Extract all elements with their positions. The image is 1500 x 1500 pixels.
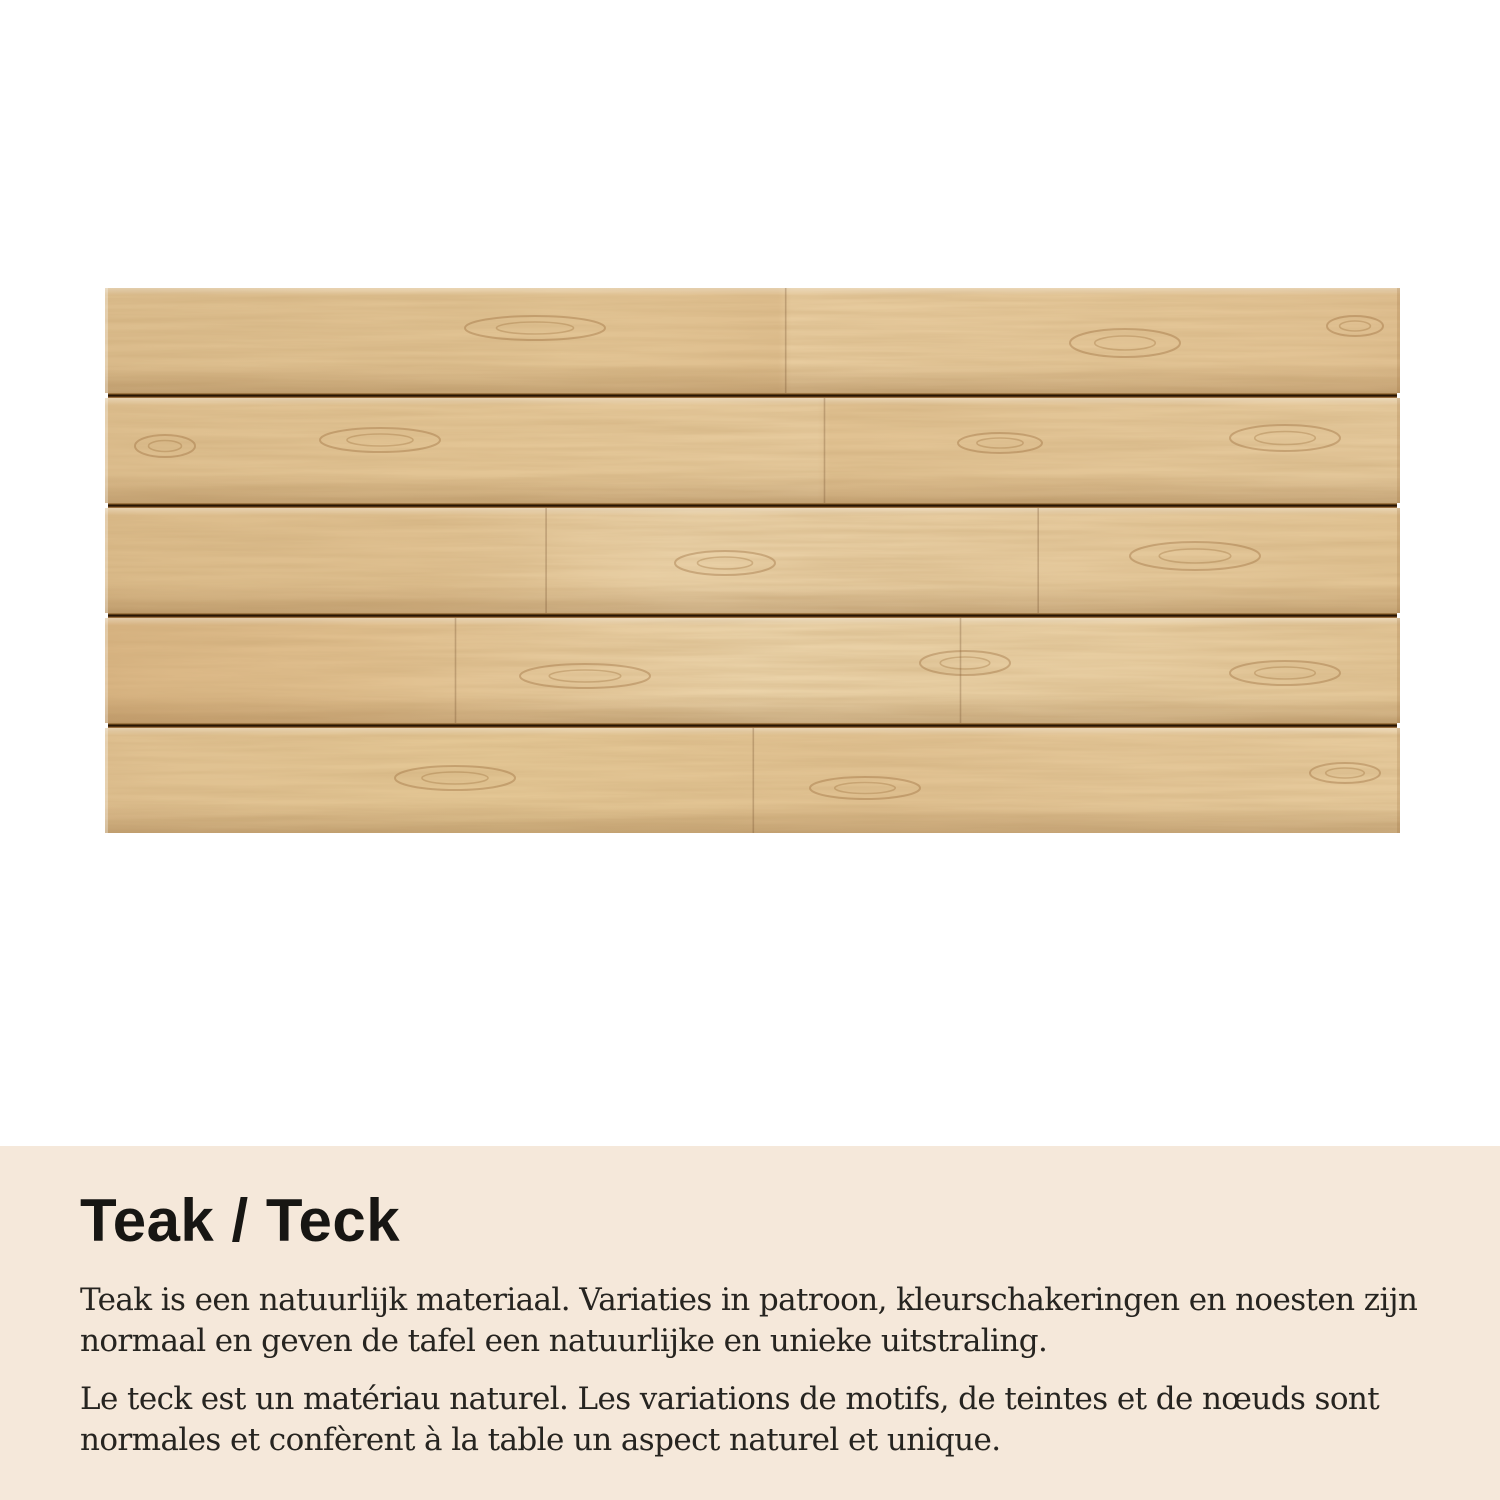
wood-plank <box>105 618 1400 723</box>
wood-plank <box>105 508 1400 613</box>
material-info-panel <box>0 1146 1500 1500</box>
description-fr-line-2: normales et confèrent à la table un aspect naturel et unique. <box>80 1422 1001 1458</box>
product-image-teak-tabletop <box>105 288 1400 833</box>
wood-plank <box>105 398 1400 503</box>
material-title: Teak / Teck <box>80 1187 401 1254</box>
description-nl-line-1: Teak is een natuurlijk materiaal. Variaties in patroon, kleurschakeringen en noesten zijn <box>80 1282 1418 1318</box>
material-description-nl <box>80 1280 1420 1362</box>
description-fr-line-1: Le teck est un matériau naturel. Les variations de motifs, de teintes et de nœuds sont <box>80 1381 1380 1417</box>
wood-plank <box>105 728 1400 833</box>
wood-plank <box>105 288 1400 393</box>
description-nl-line-2: normaal en geven de tafel een natuurlijke en unieke uitstraling. <box>80 1323 1048 1359</box>
material-description-fr <box>80 1379 1420 1461</box>
